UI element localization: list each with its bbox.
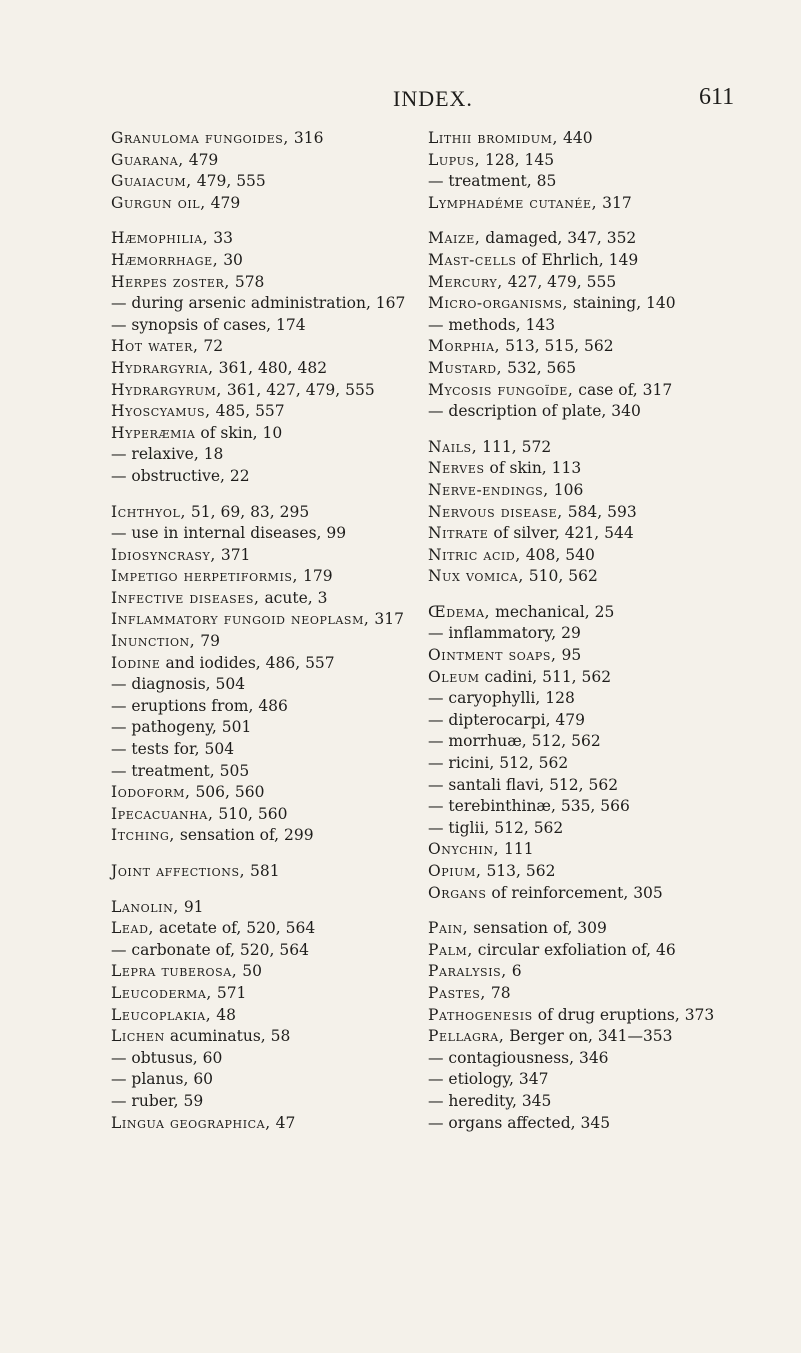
index-entry: [111, 272, 461, 294]
index-entry: [111, 825, 461, 847]
page-header: [0, 86, 801, 120]
index-locator: 50: [237, 962, 262, 981]
index-group: [111, 861, 461, 883]
index-heading: Nails,: [428, 437, 478, 456]
index-entry: [111, 193, 461, 215]
index-locator: 95: [556, 646, 582, 665]
index-entry: [428, 228, 788, 250]
index-locator: — organs affected, 345: [428, 1113, 611, 1132]
page-title: INDEX.: [393, 86, 473, 111]
index-entry: [428, 272, 788, 294]
index-entry: [111, 588, 461, 610]
index-entry: [428, 437, 788, 459]
index-heading: Mast-cells: [428, 250, 517, 269]
index-locator: 440: [558, 129, 593, 147]
index-locator: cadini, 511, 562: [479, 667, 612, 686]
index-heading: Nitric acid,: [428, 545, 521, 564]
index-entry: [111, 696, 461, 718]
index-entry: [428, 480, 788, 502]
index-entry: [428, 961, 788, 983]
index-locator: 581: [245, 862, 280, 880]
index-locator: 584, 593: [562, 502, 637, 521]
index-locator: — relaxive, 18: [111, 445, 224, 464]
index-locator: staining, 140: [568, 294, 676, 313]
index-entry: [111, 782, 461, 804]
index-entry: [111, 401, 461, 423]
index-locator: 510, 562: [523, 567, 598, 586]
index-heading: Herpes zoster,: [111, 272, 230, 291]
index-heading: Pastes,: [428, 983, 486, 1002]
index-heading: Opium,: [428, 862, 482, 880]
index-locator: 361, 480, 482: [213, 358, 328, 377]
index-locator: 578: [229, 272, 265, 291]
index-heading: Organs: [428, 883, 487, 902]
index-heading: Morphia,: [428, 337, 501, 356]
index-locator: 111, 572: [477, 437, 552, 456]
index-locator: 106: [548, 480, 584, 499]
index-entry: [111, 523, 461, 545]
index-heading: Joint affections,: [111, 862, 246, 880]
index-entry: [111, 761, 461, 783]
index-entry: [111, 250, 461, 272]
index-locator: 479, 555: [191, 172, 266, 191]
index-locator: of Ehrlich, 149: [516, 250, 639, 269]
index-entry: [428, 293, 788, 315]
index-heading: Lead,: [111, 919, 155, 938]
index-entry: [428, 1069, 788, 1091]
index-locator: — obstructive, 22: [111, 466, 250, 485]
index-heading: Hydrargyria,: [111, 358, 214, 377]
index-heading: Nerves: [428, 459, 485, 478]
index-heading: Gurgun oil,: [111, 193, 206, 212]
index-heading: Inflammatory fungoid neoplasm,: [111, 610, 370, 629]
index-heading: Idiosyncrasy,: [111, 545, 216, 564]
index-entry: [111, 631, 461, 653]
index-column-right: [428, 128, 788, 1148]
index-locator: 51, 69, 83, 295: [185, 502, 310, 521]
index-entry: [111, 897, 461, 919]
index-locator: 510, 560: [213, 804, 288, 823]
index-locator: 47: [270, 1113, 296, 1132]
index-locator: 371: [215, 545, 251, 564]
index-entry: [111, 983, 461, 1005]
index-entry: [111, 861, 461, 883]
index-entry: [111, 717, 461, 739]
index-entry: [111, 653, 461, 675]
index-locator: — diagnosis, 504: [111, 675, 246, 694]
index-locator: — etiology, 347: [428, 1070, 549, 1089]
index-locator: 33: [208, 229, 233, 248]
index-heading: Lupus,: [428, 150, 481, 169]
index-column-left: [111, 128, 461, 1148]
index-entry: [111, 293, 461, 315]
index-locator: 91: [178, 897, 204, 916]
index-heading: Iodoform,: [111, 783, 191, 802]
index-locator: — inflammatory, 29: [428, 624, 581, 643]
index-heading: Maize,: [428, 229, 481, 248]
index-locator: acuminatus, 58: [164, 1027, 291, 1046]
index-heading: Pellagra,: [428, 1027, 505, 1046]
index-entry: [428, 150, 788, 172]
index-heading: Leucoderma,: [111, 983, 212, 1002]
index-heading: Guaiacum,: [111, 172, 192, 191]
index-entry: [428, 710, 788, 732]
index-heading: Nerve-endings,: [428, 480, 549, 499]
index-locator: 408, 540: [520, 545, 595, 564]
index-locator: damaged, 347, 352: [480, 229, 637, 248]
index-locator: — use in internal diseases, 99: [111, 524, 347, 543]
index-locator: 79: [195, 632, 220, 651]
index-entry: [428, 523, 788, 545]
index-group: [428, 602, 788, 904]
index-locator: — heredity, 345: [428, 1091, 552, 1110]
index-locator: — dipterocarpi, 479: [428, 710, 586, 729]
index-entry: [111, 358, 461, 380]
index-locator: — planus, 60: [111, 1070, 214, 1089]
index-locator: 506, 560: [190, 783, 265, 802]
index-locator: 128, 145: [480, 150, 555, 169]
index-entry: [111, 336, 461, 358]
index-heading: Impetigo herpetiformis,: [111, 567, 299, 586]
index-locator: 571: [211, 983, 247, 1002]
index-entry: [428, 1026, 788, 1048]
index-locator: 317: [369, 610, 404, 629]
index-entry: [111, 315, 461, 337]
index-locator: sensation of, 309: [468, 919, 607, 938]
index-entry: [111, 423, 461, 445]
index-locator: — treatment, 505: [111, 761, 250, 780]
index-entry: [111, 739, 461, 761]
index-locator: acetate of, 520, 564: [154, 919, 316, 938]
index-heading: Lichen: [111, 1027, 165, 1046]
index-heading: Granuloma fungoides,: [111, 129, 289, 147]
index-entry: [428, 818, 788, 840]
index-locator: circular exfoliation of, 46: [472, 940, 676, 959]
index-locator: 48: [211, 1005, 236, 1024]
index-heading: Hot water,: [111, 337, 199, 356]
index-heading: Hyoscyamus,: [111, 402, 211, 421]
index-entry: [111, 1113, 461, 1135]
index-heading: Hyperæmia: [111, 423, 196, 442]
index-entry: [428, 193, 788, 215]
index-heading: Palm,: [428, 940, 473, 959]
index-group: [111, 128, 461, 214]
index-locator: of silver, 421, 544: [488, 524, 634, 543]
index-entry: [111, 150, 461, 172]
index-locator: 479: [205, 193, 241, 212]
index-entry: [111, 804, 461, 826]
index-locator: 317: [597, 193, 632, 212]
index-heading: Hydrargyrum,: [111, 380, 222, 399]
index-locator: sensation of, 299: [174, 826, 314, 845]
index-entry: [428, 753, 788, 775]
index-entry: [428, 380, 788, 402]
index-entry: [428, 796, 788, 818]
index-locator: — methods, 143: [428, 315, 556, 334]
index-locator: — terebinthinæ, 535, 566: [428, 797, 630, 816]
index-heading: Mercury,: [428, 272, 503, 291]
index-heading: Pain,: [428, 919, 469, 938]
index-heading: Infective diseases,: [111, 588, 260, 607]
index-locator: 111: [499, 840, 534, 859]
index-locator: — santali flavi, 512, 562: [428, 775, 619, 794]
index-entry: [111, 674, 461, 696]
index-entry: [111, 228, 461, 250]
index-entry: [111, 961, 461, 983]
index-heading: Oleum: [428, 667, 480, 686]
index-locator: — contagiousness, 346: [428, 1048, 609, 1067]
index-heading: Hæmophilia,: [111, 229, 209, 248]
index-heading: Nitrate: [428, 524, 489, 543]
index-entry: [111, 380, 461, 402]
index-entry: [111, 1026, 461, 1048]
index-entry: [428, 983, 788, 1005]
index-heading: Inunction,: [111, 632, 196, 651]
index-locator: — eruptions from, 486: [111, 696, 288, 715]
index-locator: acute, 3: [259, 588, 328, 607]
index-heading: Pathogenesis: [428, 1005, 533, 1024]
index-locator: of reinforcement, 305: [486, 883, 663, 902]
index-entry: [428, 602, 788, 624]
index-entry: [111, 918, 461, 940]
index-locator: — synopsis of cases, 174: [111, 315, 306, 334]
index-heading: Nux vomica,: [428, 567, 524, 586]
index-entry: [111, 128, 461, 150]
index-entry: [428, 918, 788, 940]
index-heading: Itching,: [111, 826, 175, 845]
index-group: [111, 897, 461, 1135]
index-locator: 513, 515, 562: [500, 337, 614, 356]
index-locator: — tests for, 504: [111, 740, 235, 759]
index-heading: Guarana,: [111, 150, 184, 169]
index-locator: case of, 317: [573, 380, 673, 399]
index-locator: — morrhuæ, 512, 562: [428, 732, 601, 751]
index-entry: [428, 839, 788, 861]
index-entry: [428, 1113, 788, 1135]
index-locator: 6: [506, 962, 522, 981]
index-entry: [428, 731, 788, 753]
index-entry: [428, 1048, 788, 1070]
index-entry: [428, 1005, 788, 1027]
index-heading: Mustard,: [428, 358, 503, 377]
index-heading: Lanolin,: [111, 897, 179, 916]
index-entry: [111, 545, 461, 567]
index-entry: [428, 315, 788, 337]
index-heading: Leucoplakia,: [111, 1005, 212, 1024]
index-entry: [428, 128, 788, 150]
index-entry: [111, 1048, 461, 1070]
index-locator: — description of plate, 340: [428, 402, 641, 421]
index-entry: [428, 645, 788, 667]
index-locator: 361, 427, 479, 555: [221, 380, 375, 399]
index-entry: [428, 623, 788, 645]
index-locator: 30: [218, 250, 243, 269]
index-entry: [428, 502, 788, 524]
index-entry: [428, 861, 788, 883]
index-locator: — tiglii, 512, 562: [428, 818, 564, 837]
index-entry: [428, 688, 788, 710]
index-entry: [428, 250, 788, 272]
index-group: [428, 128, 788, 214]
index-locator: 78: [485, 983, 511, 1002]
index-entry: [428, 545, 788, 567]
index-locator: 479: [183, 150, 219, 169]
index-heading: Lithii bromidum,: [428, 129, 559, 147]
index-heading: Mycosis fungoïde,: [428, 380, 574, 399]
index-locator: — pathogeny, 501: [111, 718, 252, 737]
index-locator: of drug eruptions, 373: [532, 1005, 715, 1024]
index-entry: [111, 466, 461, 488]
index-entry: [428, 883, 788, 905]
index-locator: — caryophylli, 128: [428, 689, 575, 708]
index-entry: [111, 940, 461, 962]
index-entry: [428, 566, 788, 588]
index-entry: [111, 1091, 461, 1113]
index-locator: 485, 557: [210, 402, 285, 421]
index-heading: Ointment soaps,: [428, 646, 557, 665]
index-heading: Lymphadéme cutanée,: [428, 193, 598, 212]
index-locator: and iodides, 486, 557: [160, 653, 335, 672]
index-locator: — carbonate of, 520, 564: [111, 940, 309, 959]
index-entry: [428, 667, 788, 689]
index-heading: Paralysis,: [428, 962, 507, 981]
index-locator: of skin, 113: [484, 459, 582, 478]
index-entry: [111, 609, 461, 631]
index-entry: [428, 171, 788, 193]
index-locator: — ruber, 59: [111, 1091, 204, 1110]
index-entry: [428, 458, 788, 480]
index-locator: — treatment, 85: [428, 172, 557, 191]
index-group: [111, 228, 461, 487]
index-entry: [428, 1091, 788, 1113]
index-entry: [111, 171, 461, 193]
index-locator: 316: [288, 129, 324, 147]
index-heading: Lingua geographica,: [111, 1113, 271, 1132]
index-entry: [428, 775, 788, 797]
index-entry: [111, 1069, 461, 1091]
index-heading: Nervous disease,: [428, 502, 563, 521]
index-entry: [111, 444, 461, 466]
index-heading: Iodine: [111, 653, 161, 672]
index-entry: [428, 358, 788, 380]
index-heading: Onychin,: [428, 840, 500, 859]
index-entry: [428, 940, 788, 962]
index-entry: [111, 1005, 461, 1027]
index-group: [428, 228, 788, 422]
index-heading: Ipecacuanha,: [111, 804, 214, 823]
index-locator: 513, 562: [481, 862, 556, 880]
index-group: [111, 502, 461, 848]
index-heading: Hæmorrhage,: [111, 250, 219, 269]
index-locator: Berger on, 341—353: [504, 1027, 673, 1046]
index-locator: of skin, 10: [195, 423, 283, 442]
index-group: [428, 918, 788, 1134]
index-heading: Lepra tuberosa,: [111, 962, 238, 981]
index-locator: 532, 565: [502, 358, 577, 377]
index-locator: — ricini, 512, 562: [428, 754, 569, 773]
index-locator: 72: [198, 337, 224, 356]
index-locator: mechanical, 25: [490, 602, 615, 621]
index-group: [428, 437, 788, 588]
index-entry: [111, 502, 461, 524]
index-locator: 427, 479, 555: [502, 272, 617, 291]
index-locator: 179: [298, 567, 333, 586]
index-entry: [428, 336, 788, 358]
index-heading: Œdema,: [428, 602, 491, 621]
index-heading: Micro-organisms,: [428, 294, 569, 313]
page-number: 611: [699, 84, 735, 110]
index-entry: [428, 401, 788, 423]
index-heading: Ichthyol,: [111, 502, 186, 521]
index-entry: [111, 566, 461, 588]
index-locator: — during arsenic administration, 167: [111, 294, 406, 313]
index-locator: — obtusus, 60: [111, 1048, 223, 1067]
